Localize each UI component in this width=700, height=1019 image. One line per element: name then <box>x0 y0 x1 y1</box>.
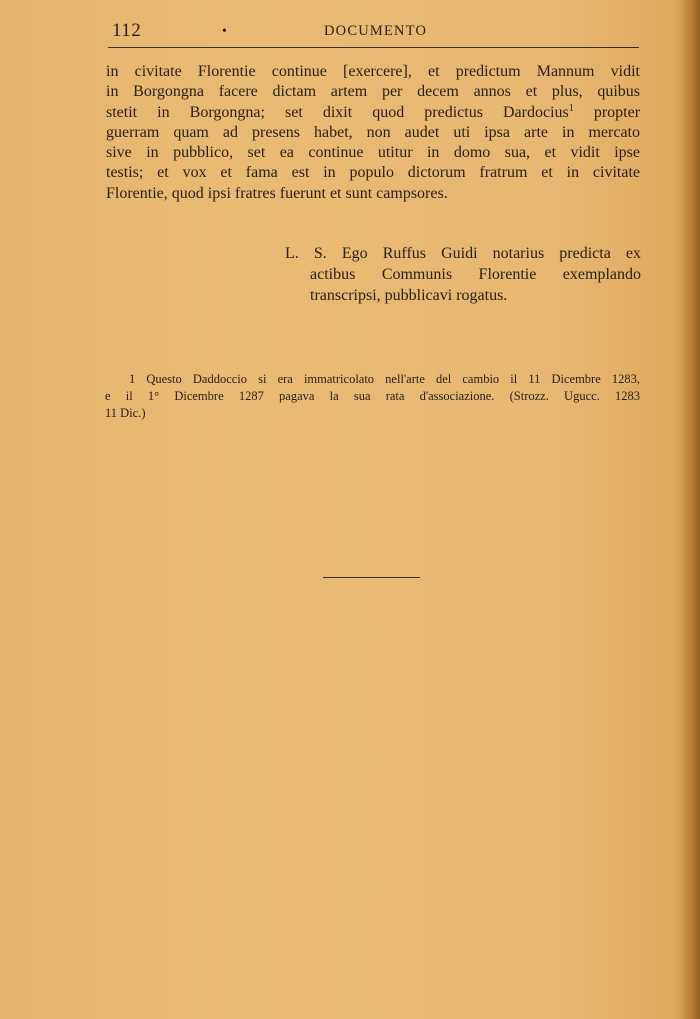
notary-signature-block <box>285 243 641 306</box>
body-line: sive in pubblico, set ea continue utitur in domo sua, et vidit ipse <box>106 144 640 162</box>
body-line-text: stetit in Borgongna; set dixit quod predictus Dardocius <box>106 103 569 121</box>
body-line: Florentie, quod ipsi fratres fuerunt et sunt campsores. <box>106 184 448 202</box>
footnote-line: 11 Dic.) <box>105 406 146 420</box>
footnote-line <box>105 371 640 388</box>
footnote-text: Questo Daddoccio si era immatricolato nell'arte del cambio il 11 Dicembre 1283, <box>146 372 640 386</box>
signature-line: L. S. Ego Ruffus Guidi notarius predicta ex <box>285 245 641 262</box>
running-head: DOCUMENTO <box>324 23 428 39</box>
signature-line: actibus Communis Florentie exemplando <box>310 266 641 283</box>
body-line: in civitate Florentie continue [exercere], et predictum Mannum vidit <box>106 63 640 80</box>
footnote-line: e il 1° Dicembre 1287 pagava la sua rata d'associazione. (Strozz. Ugucc. 1283 <box>105 389 640 403</box>
body-line: in Borgongna facere dictam artem per decem annos et plus, quibus <box>106 83 640 101</box>
body-line: guerram quam ad presens habet, non audet uti ipsa arte in mercato <box>106 123 640 141</box>
header-dot-ornament: • <box>222 24 227 39</box>
body-line-with-footnote <box>106 103 640 123</box>
header-rule <box>108 47 639 48</box>
end-rule <box>323 577 420 578</box>
page-header <box>112 20 639 46</box>
body-line-text: propter <box>593 103 641 121</box>
footnote-mark: 1 <box>129 372 136 386</box>
body-line: testis; et vox et fama est in populo dictorum fratrum et in civitate <box>106 164 640 182</box>
footnote <box>105 371 640 422</box>
footnote-reference[interactable]: 1 <box>568 102 574 114</box>
signature-line: transcripsi, pubblicavi rogatus. <box>310 287 508 304</box>
page-edge-shadow <box>678 0 700 1019</box>
body-paragraph <box>106 62 640 204</box>
page-number: 112 <box>112 20 142 41</box>
